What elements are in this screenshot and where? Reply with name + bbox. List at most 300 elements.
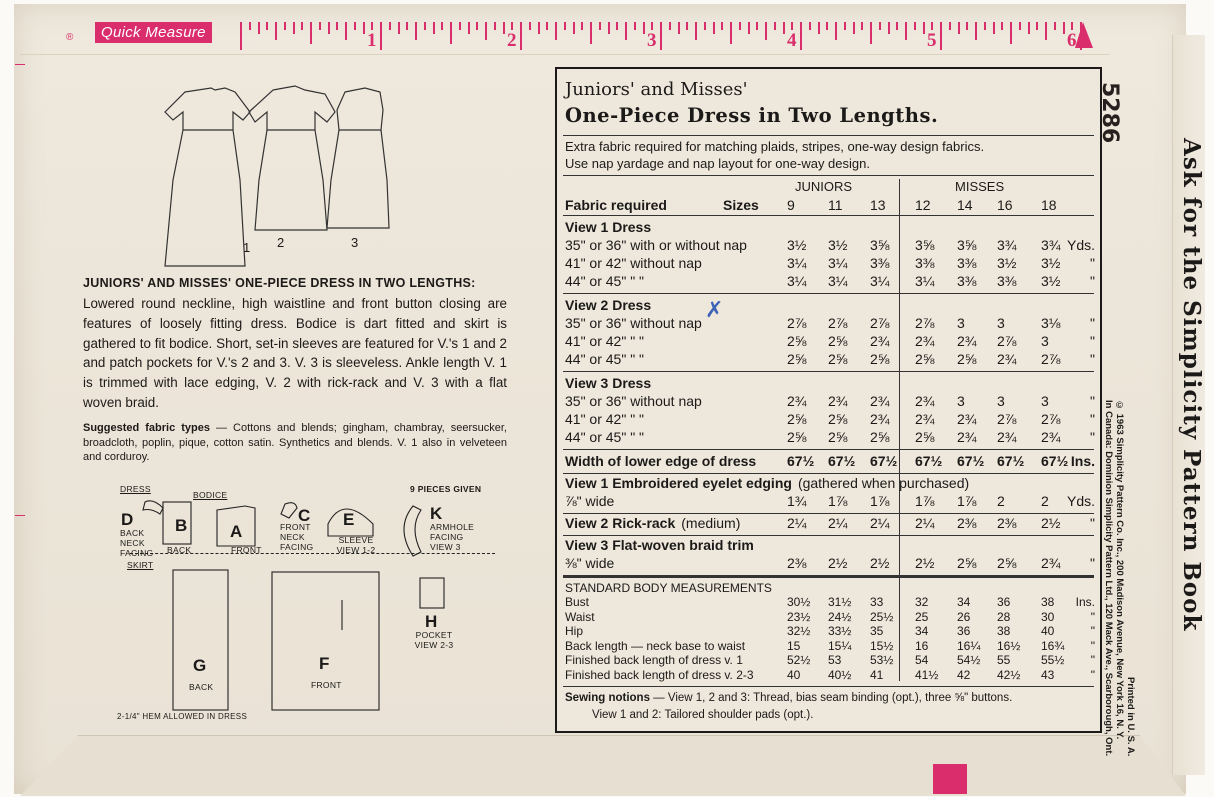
- ruler-tick: [809, 22, 811, 30]
- cell-value: 38: [997, 624, 1011, 638]
- cell-value: 2¾: [997, 351, 1017, 367]
- fabric-types-text: — Cottons and blends; gingham, chambray, seersucker, broadcloth, poplin, pique, cotton satin. Synthetics and blends. V. 1 also in velveteen and corduroy.: [83, 422, 507, 464]
- table-row: [565, 237, 1095, 255]
- ruler-tick: [958, 22, 960, 34]
- inch-label: 4: [787, 30, 797, 51]
- pencil-mark-icon: ✗: [705, 297, 724, 322]
- fabric-types-label: Suggested fabric types: [83, 422, 210, 434]
- cell-value: 3: [957, 315, 965, 331]
- cell-value: 3⅝: [870, 237, 890, 253]
- cell-value: 55: [997, 653, 1011, 667]
- unit-label: ": [1090, 555, 1095, 571]
- cell-value: 2⅝: [870, 429, 890, 445]
- row-label: Finished back length of dress v. 2-3: [565, 667, 754, 682]
- ruler-tick: [704, 22, 706, 30]
- ruler-tick: [835, 22, 837, 40]
- cell-value: 3⅜: [957, 255, 977, 271]
- cell-value: 53½: [870, 653, 894, 667]
- piece-name-c: FRONT NECK FACING: [280, 522, 314, 552]
- ruler-tick: [984, 22, 986, 30]
- trim-heading: [565, 537, 760, 553]
- ruler-tick: [249, 22, 251, 30]
- divider: [563, 449, 1094, 450]
- cell-value: 3¼: [828, 273, 848, 289]
- misses-group: MISSES: [955, 179, 1005, 194]
- ruler-tick: [240, 22, 242, 50]
- piece-name-g: BACK: [189, 682, 214, 692]
- ruler-tick: [1054, 22, 1056, 30]
- printed-in: Printed in U. S. A.: [1125, 676, 1136, 757]
- unit-label: ": [1090, 429, 1095, 445]
- ruler-tick: [765, 22, 767, 40]
- ruler-tick: [686, 22, 688, 30]
- ruler-tick: [459, 22, 461, 30]
- fabric-required-label: Fabric required: [565, 197, 667, 213]
- cell-value: 55½: [1041, 653, 1065, 667]
- copyright-us: © 1963 Simplicity Pattern Co. Inc., 200 Madison Avenue, New York 16, N. Y.: [1114, 400, 1125, 740]
- ruler-tick: [468, 22, 470, 34]
- ruler-tick: [546, 22, 548, 30]
- ruler-tick: [485, 22, 487, 40]
- cell-value: 3½: [1041, 255, 1061, 271]
- cell-value: 3⅜: [870, 255, 890, 271]
- note-line2: Use nap yardage and nap layout for one-way design.: [565, 156, 870, 171]
- ruler-tick: [590, 22, 592, 44]
- trim-heading-row: [565, 537, 1095, 555]
- row-label: ⅞" wide: [565, 493, 615, 509]
- cell-value: 2½: [870, 555, 890, 571]
- ruler-tick: [826, 22, 828, 30]
- unit-label: Yds.: [1066, 237, 1095, 253]
- ruler-tick: [415, 22, 417, 40]
- ruler-tick: [1028, 22, 1030, 34]
- divider: [563, 215, 1094, 216]
- ruler-tick: [853, 22, 855, 34]
- ruler-tick: [450, 22, 452, 44]
- cell-value: 2⅜: [957, 515, 977, 531]
- trim-heading-text: View 3 Flat-woven braid trim: [565, 537, 754, 553]
- cell-value: 40½: [828, 667, 852, 682]
- piece-name-a: FRONT: [231, 545, 262, 555]
- cell-value: 16: [915, 638, 929, 653]
- ruler-tick: [739, 22, 741, 30]
- pattern-pieces-diagram: [115, 480, 495, 730]
- cell-value: 2⅝: [915, 429, 935, 445]
- piece-name-b: BACK: [167, 545, 192, 555]
- row-label: ⅜" wide: [565, 555, 615, 571]
- cell-value: 2⅝: [828, 333, 848, 349]
- size-header: 13: [870, 197, 886, 213]
- side-brand-text: Ask for the Simplicity Pattern Book: [1178, 138, 1205, 632]
- ruler-ticks: [235, 22, 1095, 54]
- cell-value: 2¼: [915, 515, 935, 531]
- table-row: [565, 273, 1095, 291]
- cell-value: 1⅞: [870, 493, 890, 509]
- divider: [563, 293, 1094, 294]
- ruler-tick: [266, 22, 268, 30]
- cell-value: 2¾: [957, 333, 977, 349]
- ruler-tick: [861, 22, 863, 30]
- ruler-tick: [433, 22, 435, 34]
- cell-value: 2¾: [1041, 429, 1061, 445]
- sizes-header-row: [565, 197, 1095, 215]
- ruler-tick: [573, 22, 575, 34]
- cell-value: 2¾: [997, 429, 1017, 445]
- row-label: 35" or 36" without nap: [565, 315, 702, 331]
- table-row: [565, 297, 1095, 315]
- cell-value: 2¼: [828, 515, 848, 531]
- cell-value: 36: [957, 624, 971, 638]
- trim-heading: [565, 515, 740, 531]
- cell-value: 2½: [828, 555, 848, 571]
- description-title: JUNIORS' AND MISSES' ONE-PIECE DRESS IN TWO LENGTHS:: [83, 276, 476, 290]
- cell-value: 2⅝: [870, 351, 890, 367]
- cell-value: 3: [1041, 393, 1049, 409]
- cell-value: 2¾: [915, 411, 935, 427]
- size-header: 14: [957, 197, 973, 213]
- cell-value: 2⅞: [997, 411, 1017, 427]
- ruler-tick: [879, 22, 881, 30]
- cell-value: 40: [1041, 624, 1055, 638]
- row-label: Width of lower edge of dress: [565, 453, 757, 469]
- row-label: 44" or 45" " ": [565, 429, 645, 445]
- ruler-tick: [643, 22, 645, 34]
- row-label: 35" or 36" without nap: [565, 393, 702, 409]
- notions-line2: View 1 and 2: Tailored shoulder pads (opt.).: [592, 709, 814, 721]
- ruler-tick: [975, 22, 977, 40]
- ruler-tick: [870, 22, 872, 44]
- table-row: [565, 393, 1095, 411]
- ruler-tick: [713, 22, 715, 34]
- row-label: Bust: [565, 595, 590, 609]
- cell-value: 41½: [915, 667, 939, 682]
- ruler-tick: [608, 22, 610, 34]
- juniors-group: JUNIORS: [795, 179, 853, 194]
- row-label: 35" or 36" with or without nap: [565, 237, 747, 253]
- cell-value: 2⅝: [787, 411, 807, 427]
- cell-value: 2¾: [787, 393, 807, 409]
- cell-value: 2¼: [787, 515, 807, 531]
- ruler-tick: [538, 22, 540, 34]
- inch-label: 3: [647, 30, 657, 51]
- cell-value: 3⅜: [957, 273, 977, 289]
- cell-value: 67½: [997, 453, 1025, 469]
- bodice-label: BODICE: [193, 490, 228, 500]
- size-group-row: [565, 179, 1095, 197]
- cell-value: 2¾: [915, 333, 935, 349]
- inch-label: 1: [367, 30, 377, 51]
- unit-label: ": [1090, 315, 1095, 331]
- piece-name-h: POCKET VIEW 2-3: [414, 630, 454, 650]
- quick-measure-badge: Quick Measure: [95, 22, 212, 43]
- cell-value: 2¾: [957, 411, 977, 427]
- unit-label: ": [1090, 333, 1095, 349]
- cell-value: 2½: [915, 555, 935, 571]
- trim-heading: [565, 475, 969, 491]
- measurements-heading: STANDARD BODY MEASUREMENTS: [565, 581, 772, 595]
- row-label: 44" or 45" " ": [565, 273, 645, 289]
- cell-value: 33½: [828, 624, 852, 638]
- piece-letter-k: K: [430, 504, 443, 523]
- ruler-tick: [476, 22, 478, 30]
- cell-value: 16¾: [1041, 638, 1065, 653]
- dress-label: DRESS: [120, 484, 151, 494]
- ruler-tick: [564, 22, 566, 30]
- cell-value: 2⅝: [828, 411, 848, 427]
- ruler-tick: [625, 22, 627, 40]
- unit-label: ": [1090, 653, 1095, 667]
- inch-label: 6: [1067, 30, 1077, 51]
- cell-value: 54: [915, 653, 929, 667]
- cell-value: 3⅝: [957, 237, 977, 253]
- trim-heading-row: [565, 515, 1095, 533]
- view-3-number: 3: [351, 235, 359, 250]
- table-row: [565, 668, 1095, 686]
- cell-value: 43: [1041, 667, 1055, 682]
- cell-value: 16½: [997, 638, 1021, 653]
- cell-value: 25½: [870, 609, 894, 624]
- ruler-tick: [310, 22, 312, 44]
- cell-value: 3½: [997, 255, 1017, 271]
- cell-value: 15¼: [828, 638, 852, 653]
- cell-value: 67½: [1041, 453, 1069, 469]
- size-header: 18: [1041, 197, 1057, 213]
- unit-label: Yds.: [1066, 493, 1095, 509]
- cell-value: 3: [997, 315, 1005, 331]
- ruler-tick: [966, 22, 968, 30]
- ruler-tick: [1019, 22, 1021, 30]
- size-header: 12: [915, 197, 931, 213]
- row-label: Finished back length of dress v. 1: [565, 653, 743, 667]
- cell-value: 3¼: [870, 273, 890, 289]
- unit-label: ": [1090, 273, 1095, 289]
- cell-value: 2: [997, 493, 1005, 509]
- cell-value: 67½: [828, 453, 856, 469]
- divider: [563, 135, 1094, 136]
- row-label: View 3 Dress: [565, 375, 652, 391]
- cell-value: 30: [1041, 609, 1055, 624]
- cell-value: 54½: [957, 653, 981, 667]
- cell-value: 3½: [787, 237, 807, 253]
- cell-value: 32½: [787, 624, 811, 638]
- cell-value: 42: [957, 667, 971, 682]
- trim-heading-row: [565, 475, 1095, 493]
- cell-value: 42½: [997, 667, 1021, 682]
- ruler-tick: [424, 22, 426, 30]
- piece-letter-d: D: [121, 510, 134, 529]
- size-header: 16: [997, 197, 1013, 213]
- trim-heading-text: View 1 Embroidered eyelet edging: [565, 475, 792, 491]
- ruler-tick: [1071, 22, 1073, 30]
- ruler-tick: [800, 22, 802, 50]
- registered-mark: ®: [66, 32, 74, 43]
- ruler-tick: [940, 22, 942, 50]
- cell-value: 24½: [828, 609, 852, 624]
- cell-value: 38: [1041, 595, 1055, 609]
- ruler-tick: [678, 22, 680, 34]
- ruler-tick: [301, 22, 303, 30]
- ruler-tick: [721, 22, 723, 30]
- ruler-tick: [389, 22, 391, 30]
- cell-value: 2¾: [870, 393, 890, 409]
- trim-heading-text: View 2 Rick-rack: [565, 515, 676, 531]
- cell-value: 26: [957, 609, 971, 624]
- ruler-tick: [581, 22, 583, 30]
- ruler-tick: [695, 22, 697, 40]
- cell-value: 1¾: [787, 493, 807, 509]
- piece-letter-a: A: [230, 522, 243, 541]
- ruler-tick: [363, 22, 365, 34]
- cell-value: 3½: [1041, 273, 1061, 289]
- cell-value: 2½: [1041, 515, 1061, 531]
- cell-value: 33: [870, 595, 884, 609]
- row-label: 41" or 42" " ": [565, 411, 645, 427]
- cell-value: 41: [870, 667, 884, 682]
- piece-letter-c: C: [298, 506, 311, 525]
- table-row: [565, 375, 1095, 393]
- table-row: [565, 333, 1095, 351]
- ruler-tick: [555, 22, 557, 40]
- cell-value: 31½: [828, 595, 852, 609]
- ruler-tick: [1063, 22, 1065, 34]
- unit-label: Ins.: [1070, 453, 1095, 469]
- cell-value: 2⅝: [828, 351, 848, 367]
- ruler-tick: [669, 22, 671, 30]
- ruler-tick: [634, 22, 636, 30]
- inch-label: 5: [927, 30, 937, 51]
- ruler-tick: [905, 22, 907, 40]
- sewing-notions: [565, 690, 1085, 707]
- cell-value: 2⅞: [1041, 351, 1061, 367]
- inch-label: 2: [507, 30, 517, 51]
- ruler-end-triangle-icon: [1075, 22, 1093, 48]
- cell-value: 3¼: [828, 255, 848, 271]
- trim-heading-note: (medium): [681, 515, 741, 531]
- row-label: Back length — neck base to waist: [565, 638, 746, 653]
- piece-name-d: BACK NECK FACING: [120, 528, 154, 558]
- divider: [563, 686, 1094, 687]
- table-row: [565, 555, 1095, 573]
- ruler-tick: [774, 22, 776, 30]
- row-label: 44" or 45" " ": [565, 351, 645, 367]
- cell-value: 3: [997, 393, 1005, 409]
- copyright-canada: In Canada: Dominion Simplicity Pattern Ltd., 120 Mack Ave., Scarborough, Ont.: [1103, 400, 1114, 757]
- cell-value: 3¼: [787, 255, 807, 271]
- ruler-tick: [529, 22, 531, 30]
- notions-label: Sewing notions: [565, 692, 650, 704]
- table-row: [565, 255, 1095, 273]
- size-header: 9: [787, 197, 795, 213]
- sizes-label: Sizes: [723, 197, 759, 213]
- cell-value: 3⅜: [997, 273, 1017, 289]
- piece-name-f: FRONT: [311, 680, 342, 690]
- row-label: View 1 Dress: [565, 219, 652, 235]
- unit-label: ": [1090, 609, 1095, 624]
- table-row: [565, 493, 1095, 511]
- pieces-count: 9 PIECES GIVEN: [410, 484, 482, 494]
- cell-value: 67½: [915, 453, 943, 469]
- piece-letter-e: E: [343, 510, 355, 529]
- cell-value: 25: [915, 609, 929, 624]
- ruler-tick: [503, 22, 505, 34]
- cell-value: 2⅝: [787, 429, 807, 445]
- cell-value: 2⅞: [787, 315, 807, 331]
- cell-value: 2⅜: [787, 555, 807, 571]
- ruler-tick: [328, 22, 330, 34]
- cell-value: 3⅜: [915, 255, 935, 271]
- ruler-tick: [258, 22, 260, 34]
- cell-value: 2⅝: [997, 555, 1017, 571]
- piece-name-e: SLEEVE VIEW 1-2: [336, 535, 376, 555]
- row-label: 41" or 42" " ": [565, 333, 645, 349]
- skirt-label: SKIRT: [127, 560, 154, 570]
- ruler-tick: [511, 22, 513, 30]
- table-row: [565, 429, 1095, 447]
- cell-value: 28: [997, 609, 1011, 624]
- cell-value: 1⅞: [828, 493, 848, 509]
- ruler-tick: [949, 22, 951, 30]
- pink-edge-mark: [15, 515, 25, 516]
- unit-label: Ins.: [1075, 595, 1095, 609]
- row-label: Hip: [565, 624, 584, 638]
- ruler-tick: [783, 22, 785, 34]
- cell-value: 2⅝: [957, 555, 977, 571]
- cell-value: 2⅝: [915, 351, 935, 367]
- dress-sketch-icon: [155, 80, 395, 270]
- pink-tab-marker: [933, 764, 967, 794]
- ruler-tick: [1036, 22, 1038, 30]
- ruler-tick: [406, 22, 408, 30]
- cell-value: 3⅝: [915, 237, 935, 253]
- ruler-tick: [748, 22, 750, 34]
- ruler-tick: [818, 22, 820, 34]
- cell-value: 34: [957, 595, 971, 609]
- description-body: Lowered round neckline, high waistline and front button closing are features of loosely fitting dress. Bodice is dart fitted and skirt is gathered to fit bodice. Short, set-in sleeves are featured for V.'s 1 and 2 and patch pockets for V.'s 2 and 3. V. 3 is sleeveless. Ankle length V. 1 is trimmed with lace edging, V. 2 with rick-rack and V. 3 with a flat woven braid.: [83, 296, 507, 410]
- size-header: 11: [828, 197, 843, 213]
- cell-value: 2¾: [828, 393, 848, 409]
- cell-value: 3¼: [787, 273, 807, 289]
- ruler-tick: [844, 22, 846, 30]
- unit-label: ": [1090, 393, 1095, 409]
- row-label: Waist: [565, 609, 595, 624]
- pattern-number: 5286: [1097, 82, 1122, 144]
- ruler-tick: [275, 22, 277, 40]
- cell-value: 2⅞: [997, 333, 1017, 349]
- ruler-tick: [520, 22, 522, 50]
- trim-heading-note: (gathered when purchased): [797, 475, 970, 491]
- copyright-block: [1103, 400, 1136, 756]
- ruler-tick: [599, 22, 601, 30]
- ruler-tick: [345, 22, 347, 40]
- ruler-tick: [888, 22, 890, 34]
- cell-value: 2¼: [870, 515, 890, 531]
- cell-value: 2⅞: [1041, 411, 1061, 427]
- cell-value: 40: [787, 667, 801, 682]
- ruler-tick: [914, 22, 916, 30]
- ruler-tick: [660, 22, 662, 50]
- view-2-number: 2: [277, 235, 285, 250]
- quick-measure-ruler: [20, 10, 1110, 55]
- ruler-tick: [616, 22, 618, 30]
- ruler-tick: [651, 22, 653, 30]
- row-label: View 2 Dress: [565, 297, 652, 313]
- cell-value: 3⅛: [1041, 315, 1061, 331]
- piece-letter-g: G: [193, 656, 207, 675]
- divider: [563, 535, 1094, 536]
- ruler-tick: [756, 22, 758, 30]
- cell-value: 2⅞: [870, 315, 890, 331]
- cell-value: 2¾: [957, 429, 977, 445]
